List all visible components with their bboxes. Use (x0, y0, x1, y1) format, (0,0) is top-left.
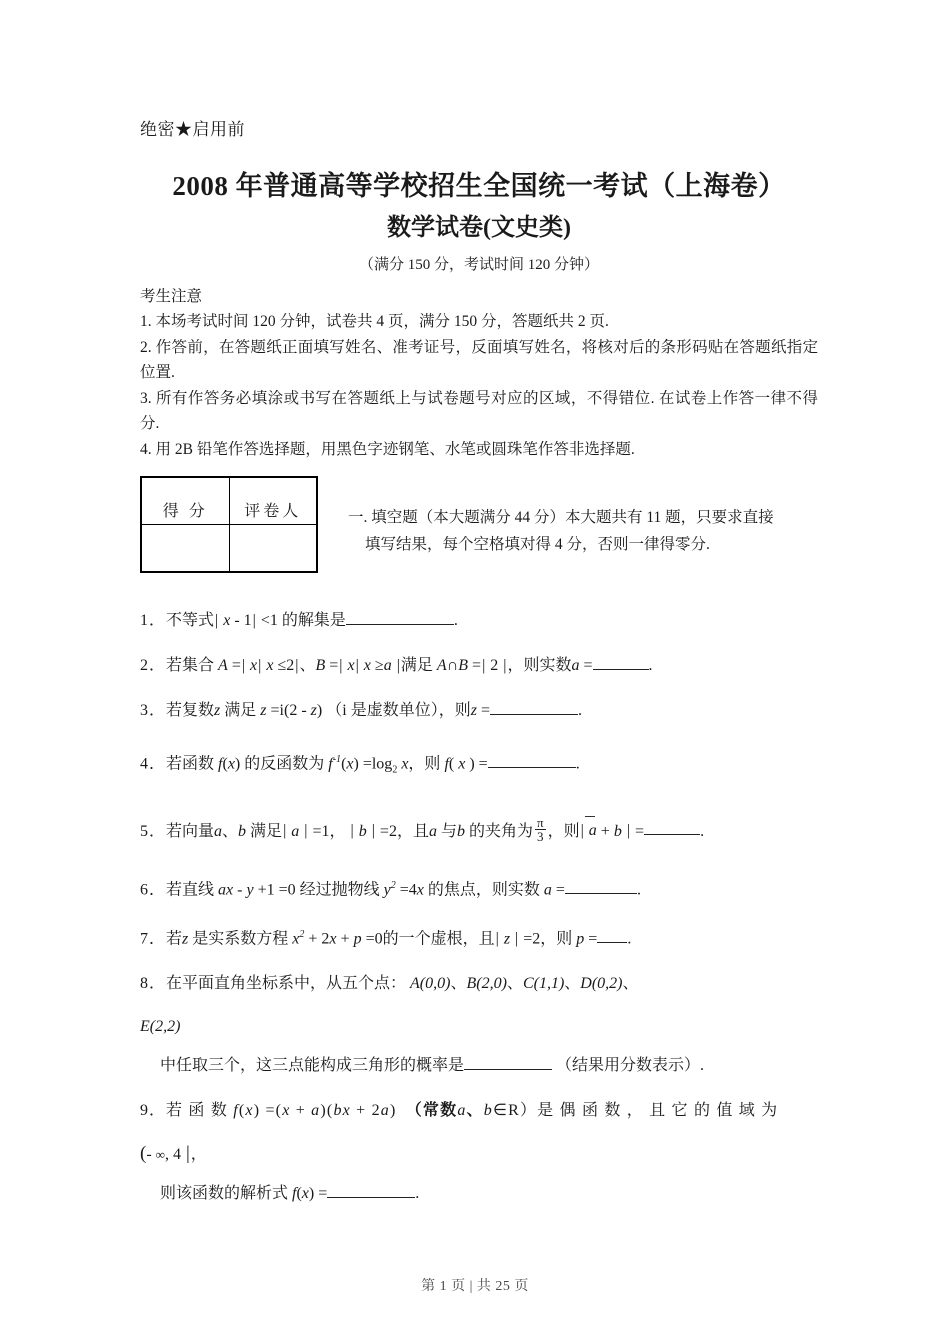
question-9-cont-lead: 则该函数的解析式 (160, 1185, 289, 1203)
section-intro-line-2: 填写结果，每个空格填对得 4 分，否则一律得零分. (365, 536, 710, 553)
question-8-points-line-2 (140, 1015, 818, 1038)
secret-label: 绝密★启用前 (140, 120, 245, 139)
score-header-cell: 得 分 (141, 477, 229, 525)
section-one-intro (348, 476, 818, 558)
question-9-continuation: 则该函数的解析式 f(x) = . (160, 1185, 420, 1203)
page-subtitle: 数学试卷(文史类) (387, 215, 571, 241)
question-8-continuation (140, 1054, 818, 1077)
question-1: 1．不等式| x - 1| <1 的解集是 . (140, 612, 458, 629)
question-3-number: 3． (140, 702, 167, 719)
notice-item-2: 2. 作答前，在答题纸正面填写姓名、准考证号，反面填写姓名，将核对后的条形码贴在答题纸指定位置. (140, 338, 818, 381)
answer-blank-6[interactable] (565, 880, 637, 894)
answer-blank-5[interactable] (644, 821, 700, 835)
point-e: E(2,2) (140, 1018, 181, 1036)
question-7-number: 7． (140, 930, 167, 948)
question-3: 3．若复数z 满足 z =i(2 - z) （i 是虚数单位），则z = . (140, 702, 582, 719)
answer-blank-1[interactable] (346, 611, 454, 625)
question-7: 7．若z 是实系数方程 $x^2 + 2x + p =0$的一个虚根，且| z | =2，则 p = . (140, 929, 632, 948)
question-8-cont-text: 中任取三个，这三点能构成三角形的概率是 (160, 1057, 465, 1075)
answer-blank-2[interactable] (593, 656, 649, 670)
question-4: 4．若函数 f(x) 的反函数为 $f^{-1}(x) =\log_2$ x，则 f( x ) = . (140, 754, 580, 776)
section-intro-line-1: 一. 填空题（本大题满分 44 分）本大题共有 11 题，只要求直接 (348, 509, 774, 526)
page-number-text: 第 1 页 | 共 25 页 (421, 1279, 529, 1294)
question-2-number: 2． (140, 657, 167, 674)
answer-blank-9[interactable] (327, 1184, 415, 1198)
answer-blank-8[interactable] (464, 1056, 552, 1070)
notice-item-1: 1. 本场考试时间 120 分钟，试卷共 4 页，满分 150 分，答题纸共 2 页. (140, 313, 609, 330)
point-d: D(0,2) (580, 975, 623, 993)
question-5: 5．若向量a、b 满足| a | =1， | b | =2，且a 与b 的夹角为 $\frac{\pi}{3}$ ，则| a + b | = . (140, 814, 705, 845)
grader-header-cell: 评卷人 (229, 477, 317, 525)
answer-blank-7[interactable] (597, 929, 627, 943)
notice-item-4: 4. 用 2B 铅笔作答选择题，用黑色字迹钢笔、水笔或圆珠笔作答非选择题. (140, 440, 635, 458)
question-6: 6．若直线 ax - y +1 =0 经过抛物线 $y^2 =4x$ 的焦点，则实数 a = . (140, 879, 641, 899)
answer-blank-3[interactable] (490, 701, 578, 715)
table-row (141, 525, 317, 573)
question-8: 8．在平面直角坐标系中，从五个点： A(0,0)、B(2,0)、C(1,1)、D(0,2)、 (140, 975, 639, 993)
candidate-notice (140, 284, 818, 462)
question-8-format-note: （结果用分数表示）. (556, 1057, 705, 1075)
table-row (141, 477, 317, 525)
question-9-number: 9． (140, 1102, 167, 1120)
question-9: 9．若 函 数 f(x) =(x + a)(bx + 2a) （常数a、b∈R）是 偶 函 数 ， 且 它 的 值 域 为 (140, 1102, 779, 1120)
question-list (140, 609, 818, 1205)
score-table-and-section-intro (140, 476, 818, 573)
notice-item-3: 3. 所有作答务必填涂或书写在答题纸上与试卷题号对应的区域，不得错位. 在试卷上作答一律不得分. (140, 389, 818, 432)
question-5-number: 5． (140, 822, 167, 840)
question-2: 2．若集合 A =| x| x ≤2|、B =| x| x ≥a |满足 A∩B =| 2 |，则实数a = . (140, 657, 653, 674)
fraction-pi-over-3: $\frac{\pi}{3}$ (537, 814, 544, 845)
question-9-interval-line: (- ∞, 4 |， (140, 1143, 207, 1165)
question-4-number: 4． (140, 755, 167, 773)
page-title: 2008 年普通高等学校招生全国统一考试（上海卷） (172, 171, 786, 201)
question-8-number: 8． (140, 975, 167, 993)
exam-score-time-note: （满分 150 分，考试时间 120 分钟） (358, 257, 599, 273)
notice-heading: 考生注意 (140, 288, 203, 305)
page-footer (0, 1275, 950, 1295)
point-b: B(2,0) (466, 975, 507, 993)
score-value-cell[interactable] (141, 525, 229, 573)
answer-blank-4[interactable] (488, 754, 576, 768)
point-a: A(0,0) (410, 975, 451, 993)
page-content (140, 118, 818, 1227)
question-1-number: 1． (140, 612, 167, 629)
score-table (140, 476, 318, 573)
grader-value-cell[interactable] (229, 525, 317, 573)
question-6-number: 6． (140, 881, 167, 899)
point-c: C(1,1) (522, 975, 565, 993)
